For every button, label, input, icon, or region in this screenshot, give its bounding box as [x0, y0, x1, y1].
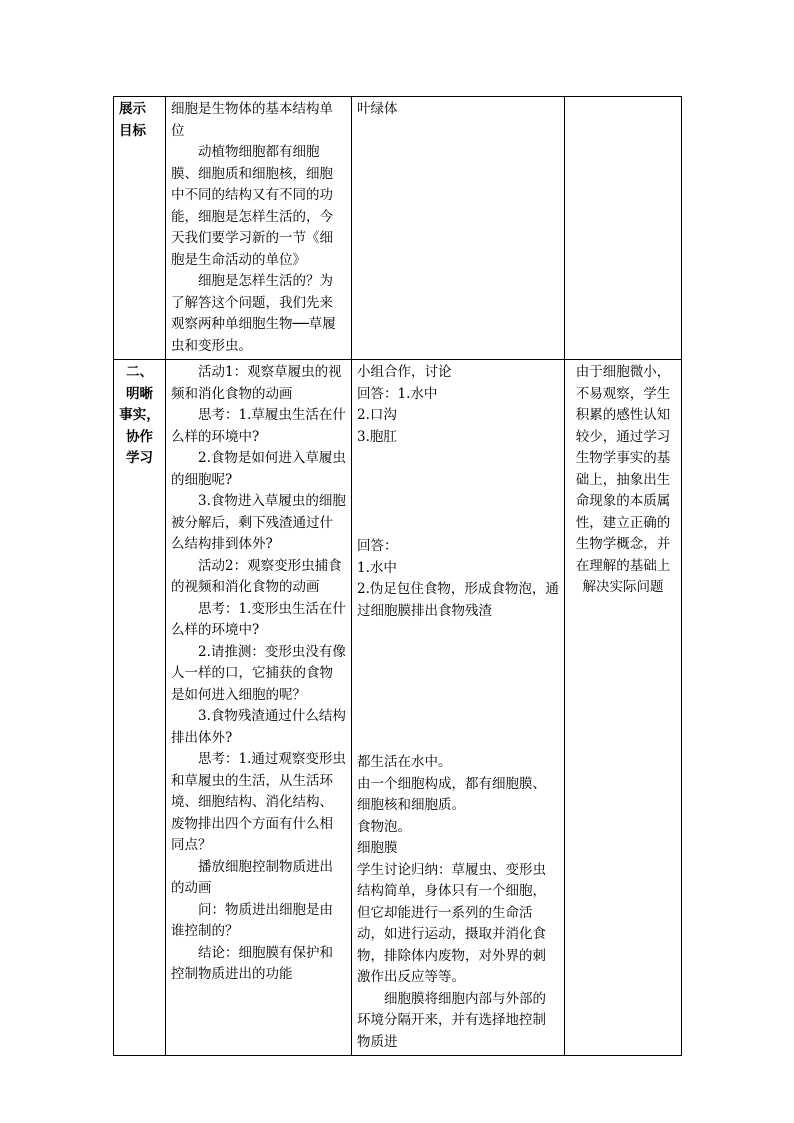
lesson-plan-table	[113, 96, 682, 1056]
student-activity-cell: 小组合作，讨论 回答：1.水中 2.口沟 3.胞肛 回答： 1.水中 2.伪足包住食物，形成食物泡，通过细胞膜排出食物残渣 都生活在水中。 由一个细胞构成，都有细胞膜、细胞核和细胞质。 食物泡。 细胞膜 学生讨论归纳：草履虫、变形虫结构简单，身体只有一个细胞，但它却能进行一系列的生命活动，如进行运动，摄取并消化食物，排除体内废物，对外界的刺激作出反应等等。 细胞膜将细胞内部与外部的环境分隔开来，并有选择地控制物质进	[352, 360, 565, 1056]
design-intent-cell	[565, 97, 682, 360]
teacher-activity-cell: 活动1：观察草履虫的视频和消化食物的动画 思考：1.草履虫生活在什么样的环境中? 2.食物是如何进入草履虫的细胞呢? 3.食物进入草履虫的细胞被分解后，剩下残渣通过什么结构排到体外? 活动2：观察变形虫捕食的视频和消化食物的动画 思考：1.变形虫生活在什么样的环境中? 2.请推测：变形虫没有像人一样的口，它捕获的食物是如何进入细胞的呢？ 3.食物残渣通过什么结构排出体外? 思考：1.通过观察变形虫和草履虫的生活，从生活环境、细胞结构、消化结构、废物排出四个方面有什么相同点？ 播放细胞控制物质进出的动画 问：物质进出细胞是由谁控制的？ 结论：细胞膜有保护和控制物质进出的功能	[166, 360, 352, 1056]
stage-label: 二、 明晰 事实， 协作 学习	[114, 360, 166, 1056]
design-intent-cell: 由于细胞微小，不易观察，学生积累的感性认知较少，通过学习生物学事实的基础上，抽象出生命现象的本质属性，建立正确的生物学概念，并在理解的基础上解决实际问题	[565, 360, 682, 1056]
table-row	[114, 360, 682, 1056]
teacher-activity-cell: 细胞是生物体的基本结构单位 动植物细胞都有细胞膜、细胞质和细胞核，细胞中不同的结构又有不同的功能，细胞是怎样生活的，今天我们要学习新的一节《细胞是生命活动的单位》 细胞是怎样生活的？为了解答这个问题，我们先来观察两种单细胞生物──草履虫和变形虫。	[166, 97, 352, 360]
student-activity-cell: 叶绿体	[352, 97, 565, 360]
stage-label: 展示 目标	[114, 97, 166, 360]
table-row	[114, 97, 682, 360]
